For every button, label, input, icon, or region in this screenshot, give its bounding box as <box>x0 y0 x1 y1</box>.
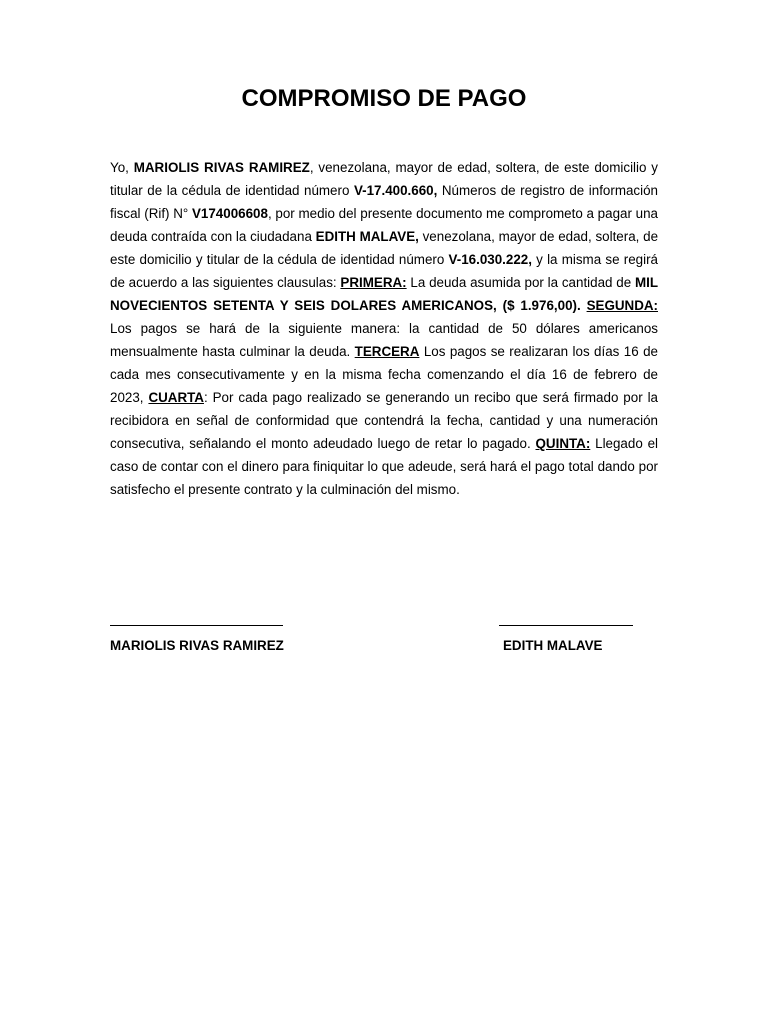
body-segment: y la misma se regirá de acuerdo a las siguientes clausulas: <box>110 252 658 290</box>
debtor-name: MARIOLIS RIVAS RAMIREZ <box>133 160 310 175</box>
clause-primera-heading: PRIMERA: <box>340 275 407 290</box>
debtor-rif-number: V174006608 <box>191 206 268 221</box>
document-body <box>110 156 658 501</box>
body-segment: : Por cada pago realizado se generando un recibo que será firmado por la recibidora en señal de conformidad que contendrá la fecha, cantidad y una numeración consecutiva, señalando el monto adeudado luego de retar lo pagado. <box>110 390 659 451</box>
creditor-id-number: V-16.030.222, <box>448 252 532 267</box>
body-segment: La deuda asumida por la cantidad de <box>406 275 635 290</box>
body-segment: Llegado el caso de contar con el dinero para finiquitar lo que adeude, será hará el pago total dando por satisfecho el presente contrato y la culminación del mismo. <box>110 436 659 497</box>
body-segment: Números de registro de información fiscal (Rif) N° <box>110 183 658 221</box>
signature-name-right: EDITH MALAVE <box>503 638 603 653</box>
signature-name-left: MARIOLIS RIVAS RAMIREZ <box>110 638 284 653</box>
clause-quinta-heading: QUINTA: <box>535 436 591 451</box>
creditor-name: EDITH MALAVE, <box>315 229 419 244</box>
clause-tercera-heading: TERCERA <box>354 344 420 359</box>
body-segment: , venezolana, mayor de edad, soltera, de este domicilio y titular de la cédula de identidad número <box>110 160 658 198</box>
signature-line-right <box>499 625 633 626</box>
clause-segunda-heading: SEGUNDA: <box>586 298 658 313</box>
clause-cuarta-heading: CUARTA <box>148 390 204 405</box>
body-segment: , por medio del presente documento me comprometo a pagar una deuda contraída con la ciudadana <box>110 206 658 244</box>
debt-amount: MIL NOVECIENTOS SETENTA Y SEIS DOLARES AMERICANOS, ($ 1.976,00). <box>110 275 659 313</box>
body-segment: Los pagos se realizaran los días 16 de cada mes consecutivamente y en la misma fecha comenzando el día 16 de febrero de 2023, <box>110 344 658 405</box>
body-segment: Los pagos se hará de la siguiente manera: la cantidad de 50 dólares americanos mensualmente hasta culminar la deuda. <box>110 321 658 359</box>
signature-line-left <box>110 625 283 626</box>
body-segment: venezolana, mayor de edad, soltera, de este domicilio y titular de la cédula de identidad número <box>110 229 659 267</box>
document-title: COMPROMISO DE PAGO <box>241 85 527 112</box>
body-segment: Yo, <box>110 160 134 175</box>
debtor-id-number: V-17.400.660, <box>353 183 438 198</box>
